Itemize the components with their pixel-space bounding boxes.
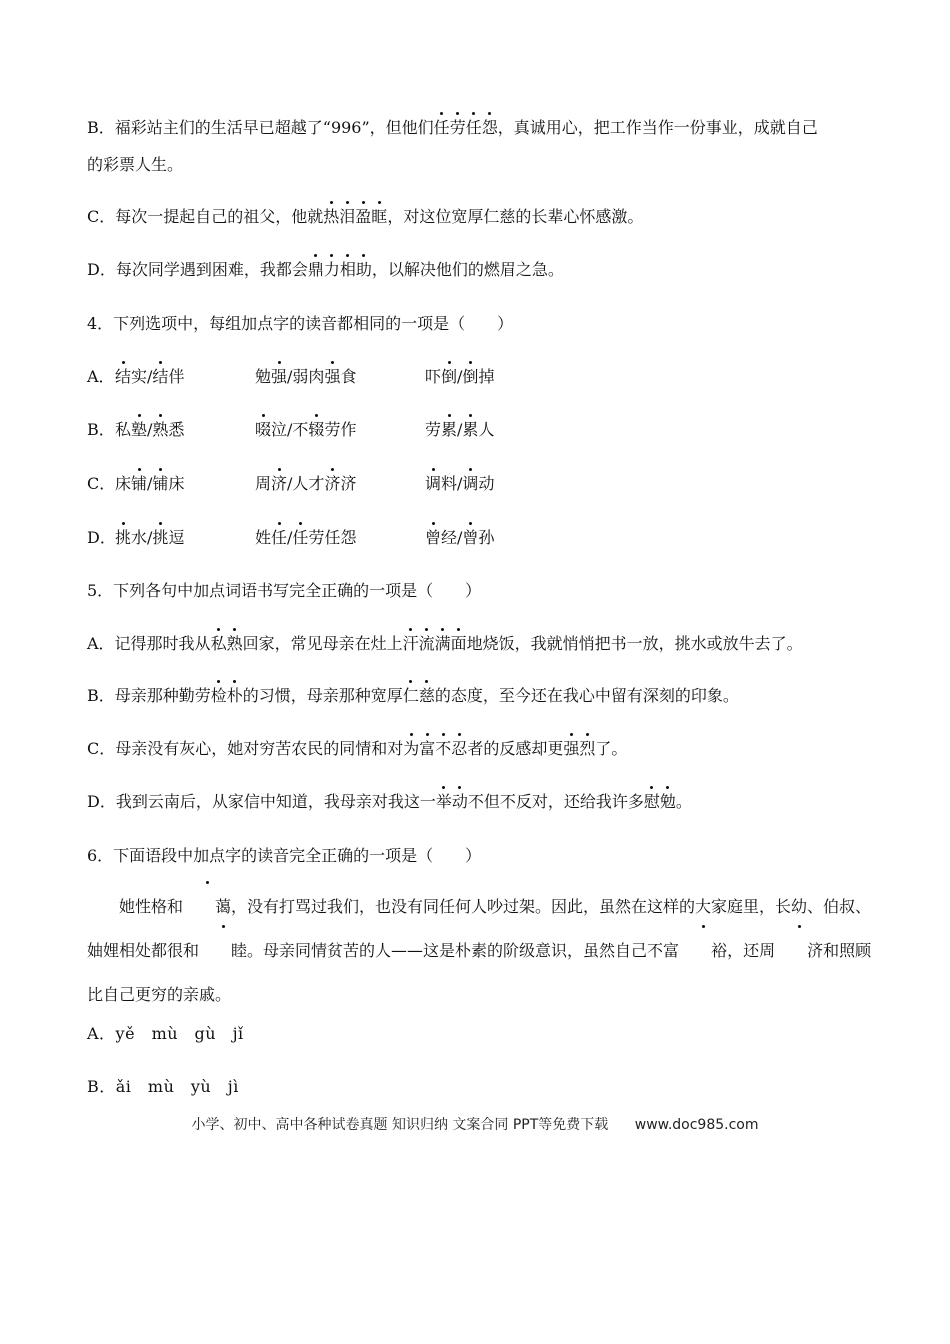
emphasis-char: 济 [271, 472, 287, 496]
emphasis-char: 流 [419, 632, 435, 656]
emphasis-char: 累 [441, 418, 457, 442]
q5-option-c: C．母亲没有灰心，她对穷苦农民的同情和对为富不忍者的反感却更强烈了。 [87, 737, 627, 761]
q3-option-c: C．每次一提起自己的祖父，他就热泪盈眶，对这位宽厚仁慈的长辈心怀感激。 [87, 205, 643, 229]
emphasis-char: 举 [436, 790, 452, 814]
word-group: 姓任/任劳任怨 [255, 526, 356, 550]
emphasis-char: 结 [115, 365, 131, 389]
emphasis-char: 强 [271, 365, 287, 389]
emphasis-char: 满 [435, 632, 451, 656]
emphasis-char: 不 [435, 737, 451, 761]
word-group: 吓倒/倒掉 [425, 365, 494, 389]
q4-option-a [87, 365, 495, 389]
emphasis-char: 慈 [419, 684, 435, 708]
emphasis-char: 倒 [462, 365, 478, 389]
option-label: A． [87, 367, 115, 386]
emphasis-char: 熟 [227, 632, 243, 656]
word-group: 私塾/熟悉 [115, 418, 184, 442]
q4-option-d [87, 526, 495, 550]
word-group: 床铺/铺床 [115, 472, 184, 496]
emphasis-char: 私 [211, 632, 227, 656]
emphasis-char: 铺 [152, 472, 168, 496]
emphasis-char: 泪 [339, 205, 355, 229]
q6-option-a: A．yě mù gù jǐ [87, 1024, 244, 1043]
q3-option-b-line1: B．福彩站主们的生活早已超越了“996”，但他们任劳任怨，真诚用心，把工作当作一份事业，成就自己 [87, 116, 818, 140]
q5-option-a: A．记得那时我从私熟回家，常见母亲在灶上汗流满面地烧饭，我就悄悄把书一放，挑水或放牛去了。 [87, 632, 803, 656]
emphasis-char: 劳 [450, 116, 466, 140]
option-label: B． [87, 420, 115, 439]
emphasis-char: 为 [403, 737, 419, 761]
word-group: 曾经/曾孙 [425, 526, 494, 550]
emphasis-char: 结 [152, 365, 168, 389]
emphasis-char: 蔼 [183, 885, 231, 929]
word-group: 调料/调动 [425, 472, 494, 496]
emphasis-char: 慰 [644, 790, 660, 814]
q3-option-b-line2: 的彩票人生。 [87, 155, 184, 174]
q4-stem: 4．下列选项中，每组加点字的读音都相同的一项是（ ） [87, 314, 514, 333]
emphasis-char: 仁 [403, 684, 419, 708]
emphasis-char: 济 [324, 472, 340, 496]
emphasis-char: 任 [292, 526, 308, 550]
word-group: 周济/人才济济 [255, 472, 356, 496]
emphasis-char: 累 [462, 418, 478, 442]
emphasis-char: 曾 [462, 526, 478, 550]
q5-option-b: B．母亲那种勤劳检朴的习惯，母亲那种宽厚仁慈的态度，至今还在我心中留有深刻的印象。 [87, 684, 739, 708]
emphasis-char: 助 [356, 258, 372, 282]
q5-stem: 5．下列各句中加点词语书写完全正确的一项是（ ） [87, 581, 482, 600]
q4-option-c [87, 472, 495, 496]
emphasis-char: 裕 [679, 929, 727, 973]
footer-url[interactable]: www.doc985.com [634, 1117, 759, 1133]
emphasis-char: 济 [775, 929, 823, 973]
emphasis-char: 任 [271, 526, 287, 550]
emphasis-char: 调 [425, 472, 441, 496]
emphasis-char: 强 [324, 365, 340, 389]
emphasis-char: 铺 [131, 472, 147, 496]
word-group: 勉强/弱肉强食 [255, 365, 356, 389]
option-label: D． [87, 528, 116, 547]
emphasis-char: 挑 [115, 526, 131, 550]
emphasis-char: 塾 [131, 418, 147, 442]
emphasis-char: 睦 [199, 929, 247, 973]
emphasis-char: 面 [451, 632, 467, 656]
emphasis-char: 汗 [403, 632, 419, 656]
q5-option-d: D．我到云南后，从家信中知道，我母亲对我这一举动不但不反对，还给我许多慰勉。 [87, 790, 692, 814]
q6-option-b: B．ǎi mù yù jì [87, 1077, 239, 1096]
emphasis-char: 任 [434, 116, 450, 140]
word-group: 挑水/挑逗 [115, 526, 184, 550]
q4-option-b [87, 418, 495, 442]
emphasis-char: 啜 [255, 418, 271, 442]
emphasis-char: 挑 [152, 526, 168, 550]
emphasis-char: 忍 [451, 737, 467, 761]
emphasis-char: 眶 [371, 205, 387, 229]
passage-text: 她性格和 蔼，没有打骂过我们，也没有同任何人吵过架。因此，虽然在这样的大家庭里，长幼、伯叔、妯娌相处都很和 睦。母亲同情贫苦的人——这是朴素的阶级意识，虽然自己不富 裕，还周 济和照顾比自己更穷的亲戚。 [87, 885, 877, 1017]
emphasis-char: 熟 [152, 418, 168, 442]
emphasis-char: 倒 [441, 365, 457, 389]
emphasis-char: 动 [452, 790, 468, 814]
emphasis-char: 相 [340, 258, 356, 282]
emphasis-char: 盈 [355, 205, 371, 229]
emphasis-char: 怨 [482, 116, 498, 140]
emphasis-char: 勉 [660, 790, 676, 814]
emphasis-char: 曾 [425, 526, 441, 550]
emphasis-char: 调 [462, 472, 478, 496]
emphasis-char: 力 [324, 258, 340, 282]
emphasis-char: 热 [323, 205, 339, 229]
footer-text: 小学、初中、高中各种试卷真题 知识归纳 文案合同 PPT等免费下载 [191, 1117, 609, 1133]
q3-option-d: D．每次同学遇到困难，我都会鼎力相助，以解决他们的燃眉之急。 [87, 258, 564, 282]
footer [0, 1114, 950, 1134]
emphasis-char: 检 [211, 684, 227, 708]
word-group: 啜泣/不辍劳作 [255, 418, 356, 442]
emphasis-char: 烈 [579, 737, 595, 761]
word-group: 结实/结伴 [115, 365, 184, 389]
word-group: 劳累/累人 [425, 418, 494, 442]
q6-stem: 6．下面语段中加点字的读音完全正确的一项是（ ） [87, 846, 482, 865]
option-label: C． [87, 474, 116, 493]
q6-passage [87, 885, 877, 1017]
emphasis-char: 富 [419, 737, 435, 761]
emphasis-char: 任 [466, 116, 482, 140]
emphasis-char: 辍 [308, 418, 324, 442]
emphasis-char: 朴 [227, 684, 243, 708]
emphasis-char: 鼎 [308, 258, 324, 282]
emphasis-char: 强 [563, 737, 579, 761]
